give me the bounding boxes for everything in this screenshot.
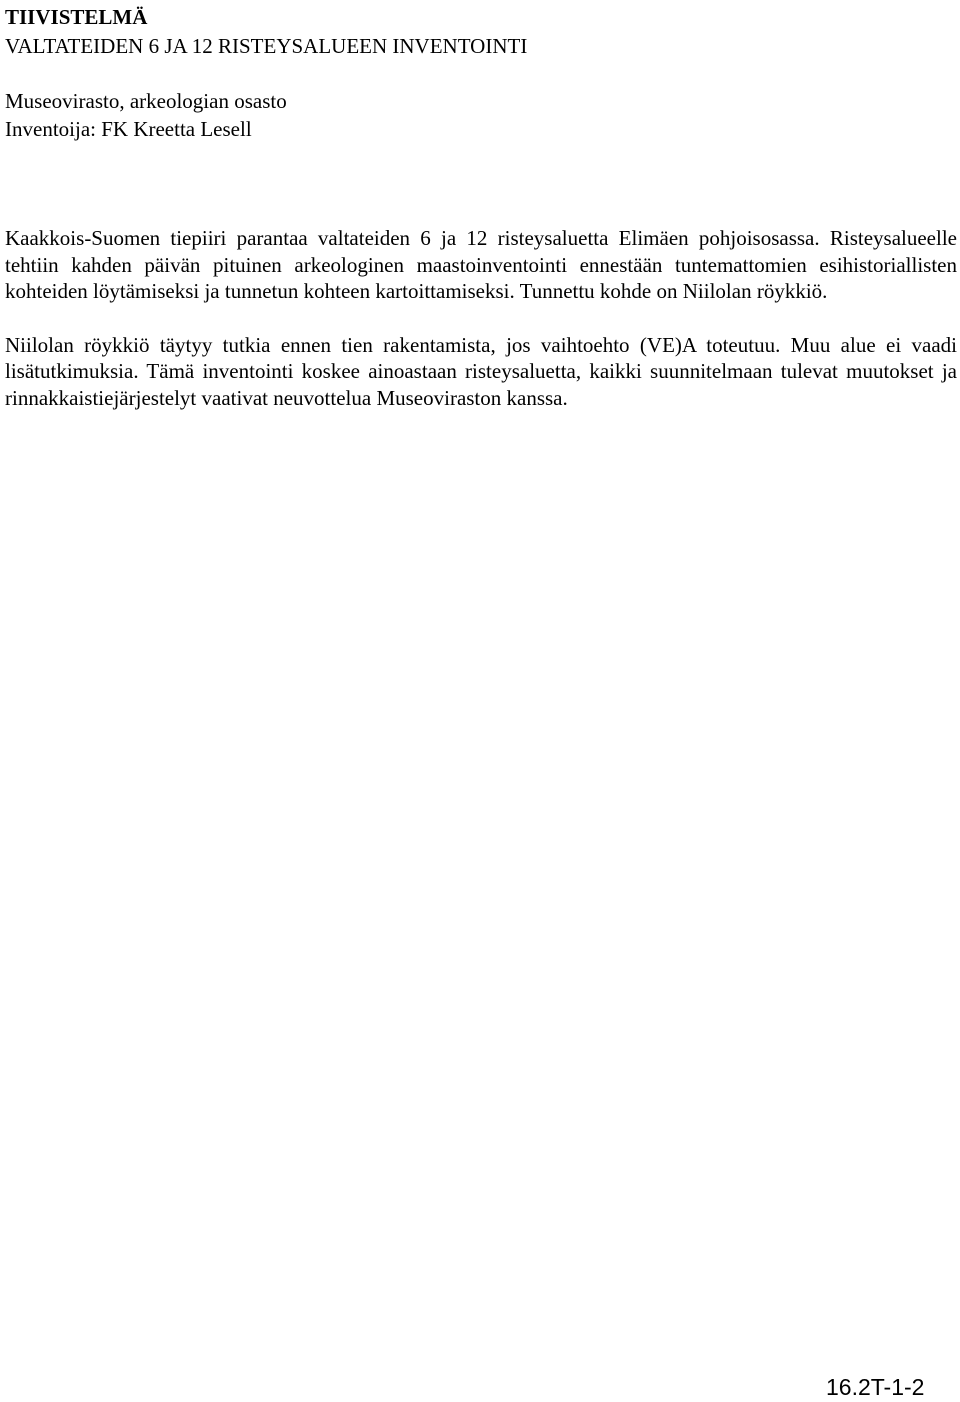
document-meta <box>5 87 957 143</box>
inventor-line: Inventoija: FK Kreetta Lesell <box>5 117 252 141</box>
summary-paragraph-2: Niilolan röykkiö täytyy tutkia ennen tien rakentamista, jos vaihtoehto (VE)A toteutuu. Muu alue ei vaadi lisätutkimuksia. Tämä inventointi koskee ainoastaan risteysaluetta, kaikki suunnitelmaan tulevat muutokset ja rinnakkaistiejärjestelyt vaativat neuvottelua Museoviraston kanssa. <box>5 332 957 410</box>
summary-paragraph-1: Kaakkois-Suomen tiepiiri parantaa valtateiden 6 ja 12 risteysaluetta Elimäen pohjoisosassa. Risteysalueelle tehtiin kahden päivän pituinen arkeologinen maastoinventointi ennestään tuntemattomien esihistoriallisten kohteiden löytämiseksi ja tunnetun kohteen kartoittamiseksi. Tunnettu kohde on Niilolan röykkiö. <box>5 226 957 303</box>
document-page <box>5 0 957 411</box>
organization-line: Museovirasto, arkeologian osasto <box>5 89 287 113</box>
document-subheading: VALTATEIDEN 6 JA 12 RISTEYSALUEEN INVENTOINTI <box>5 34 528 58</box>
document-heading: TIIVISTELMÄ <box>5 5 148 29</box>
page-code: 16.2T-1-2 <box>826 1374 925 1400</box>
